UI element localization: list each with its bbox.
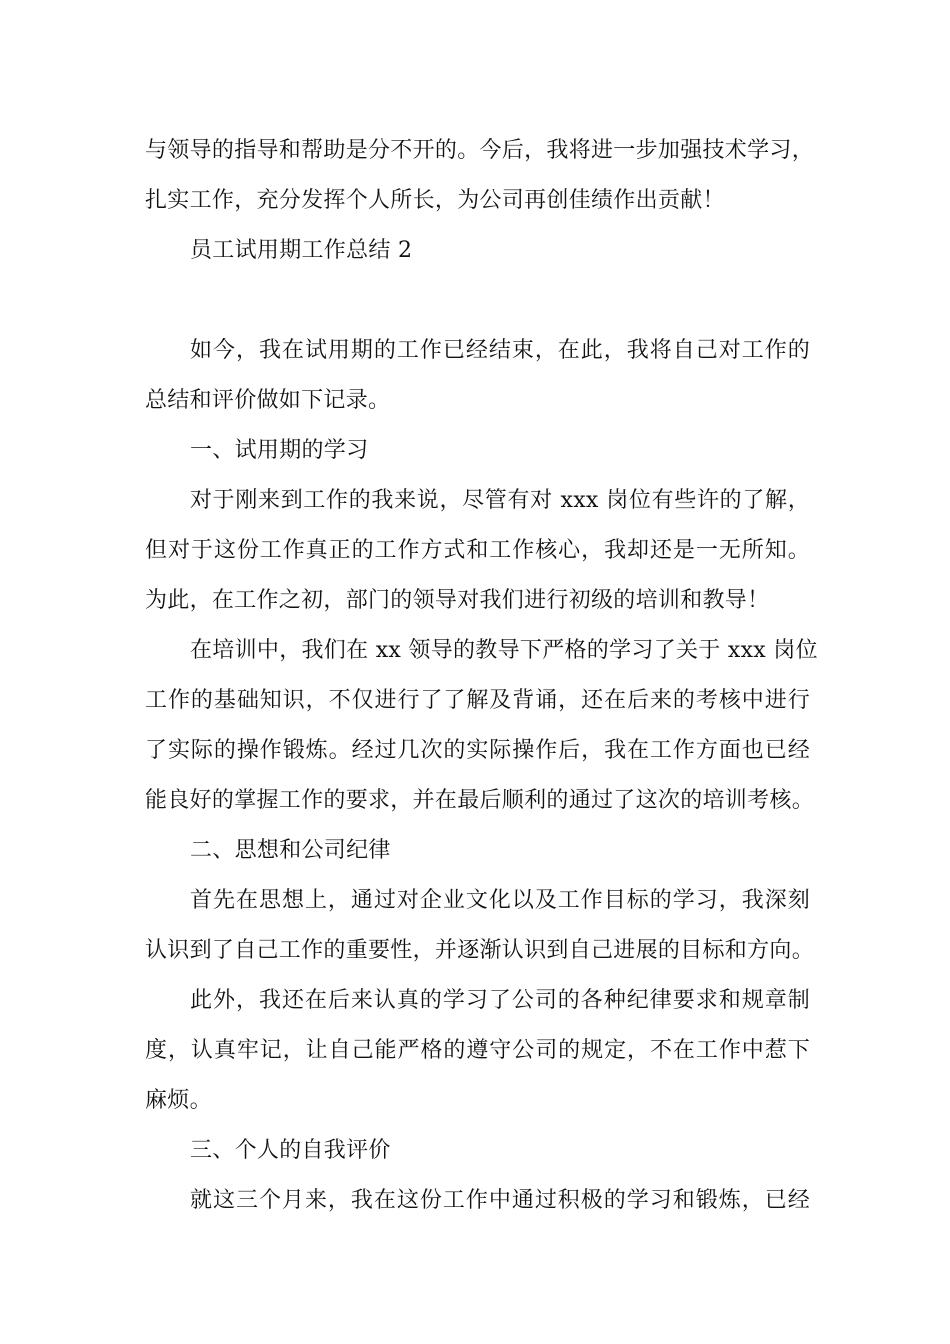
text-line: 此外，我还在后来认真的学习了公司的各种纪律要求和规章制 — [190, 988, 810, 1013]
section-heading: 一、试用期的学习 — [190, 438, 369, 463]
text-line: 为此，在工作之初，部门的领导对我们进行初级的培训和教导！ — [145, 588, 770, 613]
text-line: 就这三个月来，我在这份工作中通过积极的学习和锻炼，已经 — [190, 1188, 810, 1213]
text-line: 认识到了自己工作的重要性，并逐渐认识到自己进展的目标和方向。 — [145, 938, 815, 963]
section-heading: 三、个人的自我评价 — [190, 1138, 391, 1163]
text-line: 对于刚来到工作的我来说，尽管有对 xxx 岗位有些许的了解， — [190, 488, 810, 513]
text-line: 工作的基础知识，不仅进行了了解及背诵，还在后来的考核中进行 — [145, 688, 810, 713]
text-line: 扎实工作，充分发挥个人所长，为公司再创佳绩作出贡献！ — [145, 188, 725, 213]
text-line: 首先在思想上，通过对企业文化以及工作目标的学习，我深刻 — [190, 888, 810, 913]
text-line: 与领导的指导和帮助是分不开的。今后，我将进一步加强技术学习， — [145, 138, 815, 163]
text-line: 能良好的掌握工作的要求，并在最后顺利的通过了这次的培训考核。 — [145, 788, 815, 813]
text-line: 度，认真牢记，让自己能严格的遵守公司的规定，不在工作中惹下 — [145, 1038, 810, 1063]
text-line: 麻烦。 — [145, 1088, 212, 1113]
text-line: 了实际的操作锻炼。经过几次的实际操作后，我在工作方面也已经 — [145, 738, 810, 763]
text-line: 在培训中，我们在 xx 领导的教导下严格的学习了关于 xxx 岗位 — [190, 638, 818, 663]
text-line: 但对于这份工作真正的工作方式和工作核心，我却还是一无所知。 — [145, 538, 810, 563]
section-title: 员工试用期工作总结 2 — [190, 238, 413, 263]
text-line: 如今，我在试用期的工作已经结束，在此，我将自己对工作的 — [190, 338, 810, 363]
text-line: 总结和评价做如下记录。 — [145, 388, 391, 413]
section-heading: 二、思想和公司纪律 — [190, 838, 391, 863]
